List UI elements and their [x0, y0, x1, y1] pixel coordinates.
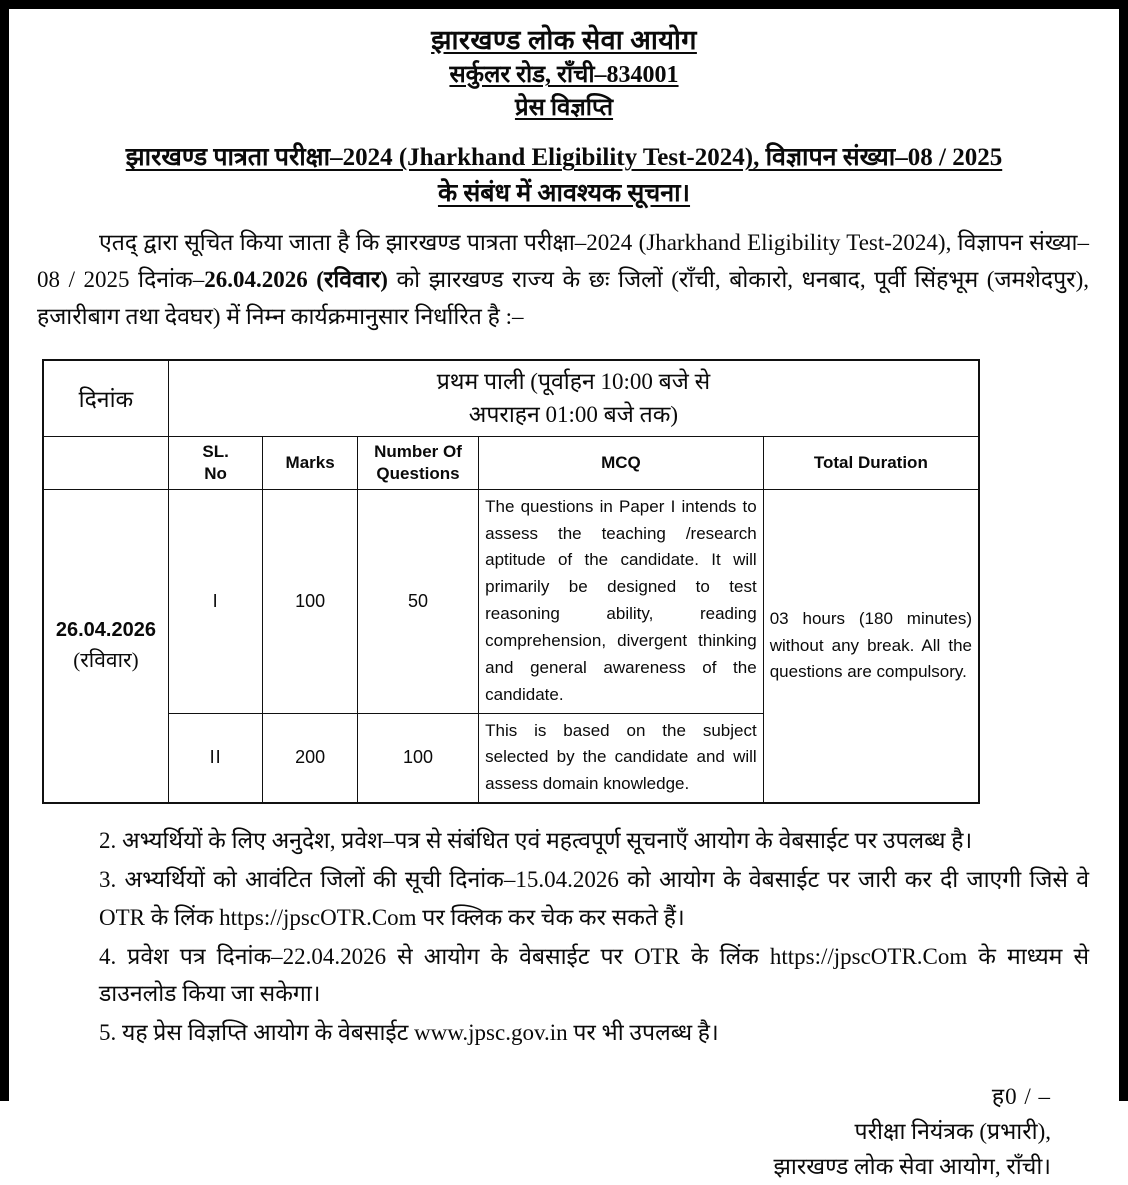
signature-block — [37, 1080, 1091, 1185]
note-text: अभ्यर्थियों के लिए अनुदेश, प्रवेश–पत्र से संबंधित एवं महत्वपूर्ण सूचनाएँ आयोग के वेबसाईट पर उपलब्ध है। — [122, 828, 973, 854]
note-number: 2. — [99, 828, 117, 854]
notes-list — [37, 822, 1091, 1052]
organization-name: झारखण्ड लोक सेवा आयोग — [431, 25, 697, 55]
table-header-row-columns — [43, 436, 979, 489]
exam-date-highlight: 26.04.2026 (रविवार) — [204, 267, 388, 293]
exam-day-value: (रविवार) — [73, 648, 139, 673]
header-sl-no — [168, 436, 263, 489]
list-item — [99, 822, 1089, 859]
doc-type-row — [37, 93, 1091, 124]
masthead — [37, 23, 1091, 124]
header-spacer-cell — [43, 436, 168, 489]
cell-sl-no: II — [168, 713, 263, 803]
document-type: प्रेस विज्ञप्ति — [514, 95, 614, 122]
header-shift-cell — [168, 360, 979, 436]
cell-num-questions: 50 — [357, 489, 478, 713]
cell-mcq-description: This is based on the subject selected by the candidate and will assess domain knowledge. — [479, 713, 764, 803]
address-row — [37, 60, 1091, 91]
cell-total-duration: 03 hours (180 minutes) without any break. All the questions are compulsory. — [763, 489, 979, 803]
nq-line-2: Questions — [376, 463, 460, 483]
header-marks: Marks — [263, 436, 358, 489]
organization-row — [37, 23, 1091, 58]
header-mcq: MCQ — [479, 436, 764, 489]
organization-address: सर्कुलर रोड, राँची–834001 — [449, 62, 679, 89]
list-item — [99, 938, 1089, 1013]
header-number-of-questions — [357, 436, 478, 489]
intro-text-part-2: को झारखण्ड राज्य के छः जिलों (राँची, बोकारो, धनबाद, पूर्वी सिंहभूम (जमशेदपुर), हजारीबाग तथा देवघर) में निम्न कार्यक्रमानुसार निर्धारित है :– — [37, 267, 1089, 330]
note-text: प्रवेश पत्र दिनांक–22.04.2026 से आयोग के वेबसाईट पर OTR के लिंक https://jpscOTR.Com के माध्यम से डाउनलोड किया जा सकेगा। — [99, 943, 1089, 1007]
cell-marks: 100 — [263, 489, 358, 713]
signatory-organization: झारखण्ड लोक सेवा आयोग, राँची। — [773, 1153, 1051, 1179]
shift-line-2: अपराहन 01:00 बजे तक) — [468, 402, 679, 428]
note-text: अभ्यर्थियों को आवंटित जिलों की सूची दिनांक–15.04.2026 को आयोग के वेबसाईट पर जारी कर दी जाएगी जिसे वे OTR के लिंक https://jpscOTR.Com पर क्लिक कर चेक कर सकते हैं। — [99, 867, 1089, 930]
note-number: 3. — [99, 867, 117, 893]
subject-heading — [37, 140, 1091, 211]
list-item — [99, 861, 1089, 936]
table-header-row-shift — [43, 360, 979, 436]
nq-line-1: Number Of — [374, 441, 462, 461]
cell-sl-no: I — [168, 489, 263, 713]
header-total-duration: Total Duration — [763, 436, 979, 489]
subject-line-2: के संबंध में आवश्यक सूचना। — [437, 179, 691, 207]
signature-mark: ह0 / – — [991, 1083, 1051, 1109]
cell-marks: 200 — [263, 713, 358, 803]
list-item — [99, 1014, 1089, 1051]
intro-paragraph — [37, 225, 1091, 335]
table-row — [43, 489, 979, 713]
intro-text-part-1: एतद् द्वारा सूचित किया जाता है कि झारखण्ड पात्रता परीक्षा–2024 (Jharkhand Eligibility Test-2024), विज्ञापन संख्या–08 / 2025 दिनांक– — [37, 230, 1089, 293]
note-text: यह प्रेस विज्ञप्ति आयोग के वेबसाईट www.jpsc.gov.in पर भी उपलब्ध है। — [122, 1020, 719, 1046]
shift-line-1: प्रथम पाली (पूर्वाहन 10:00 बजे से — [436, 368, 711, 394]
note-number: 4. — [99, 943, 117, 969]
exam-date-value: 26.04.2026 — [55, 619, 156, 642]
header-date-cell: दिनांक — [43, 360, 168, 436]
exam-schedule-table — [42, 359, 980, 804]
sl-no-line-2: No — [204, 463, 227, 483]
sl-no-line-1: SL. — [202, 441, 229, 461]
cell-exam-date — [43, 489, 168, 803]
cell-num-questions: 100 — [357, 713, 478, 803]
subject-line-1: झारखण्ड पात्रता परीक्षा–2024 (Jharkhand Eligibility Test-2024), विज्ञापन संख्या–08 / 2025 — [125, 144, 1003, 172]
cell-mcq-description: The questions in Paper I intends to assess the teaching /research aptitude of the candidate. It will primarily be designed to test reasoning ability, reading comprehension, divergent thinking and general awareness of the candidate. — [479, 489, 764, 713]
note-number: 5. — [99, 1020, 117, 1046]
schedule-table-wrapper — [42, 359, 980, 804]
signatory-designation: परीक्षा नियंत्रक (प्रभारी), — [854, 1118, 1051, 1144]
